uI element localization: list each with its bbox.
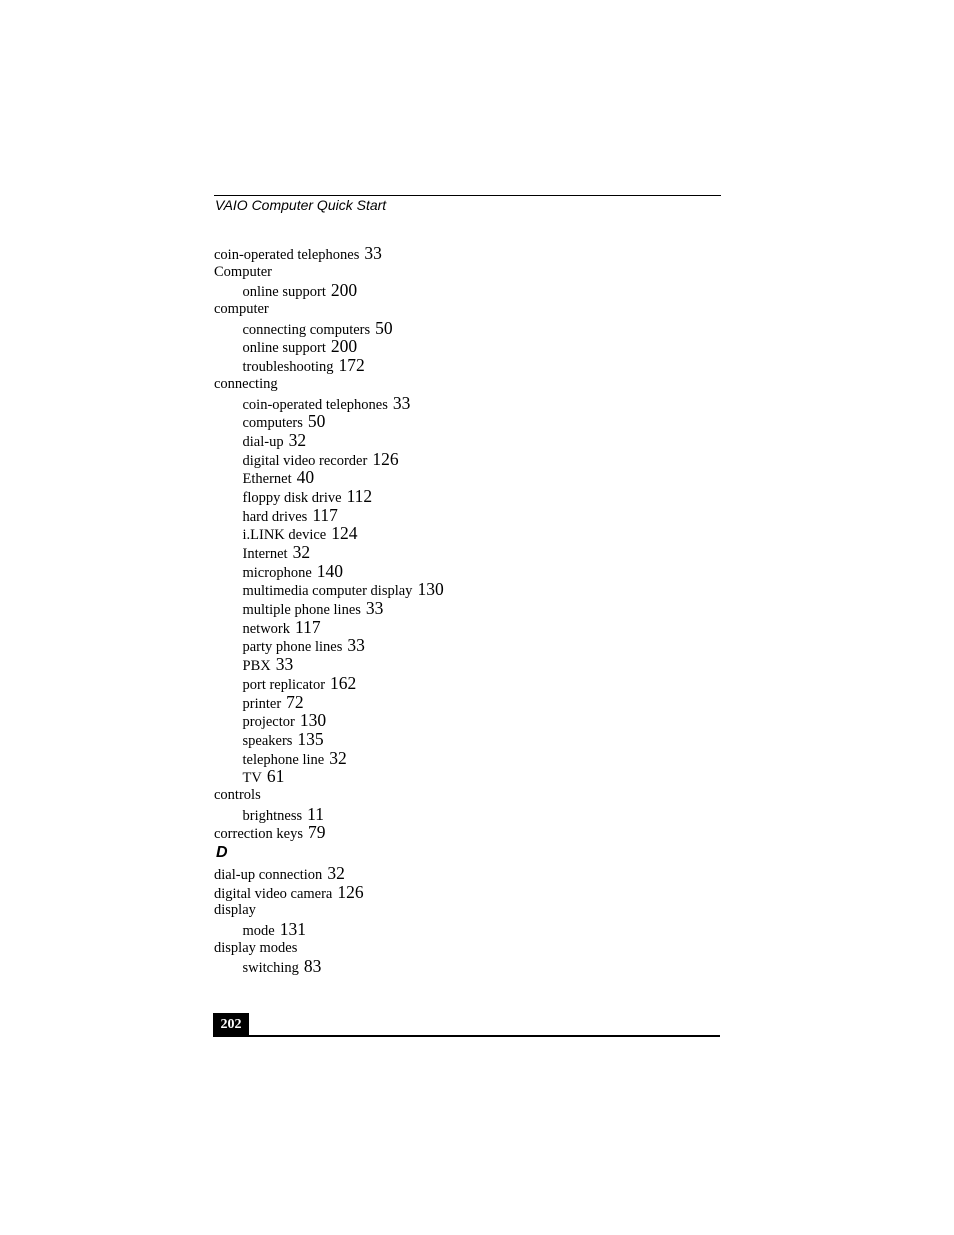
header-rule: [214, 195, 721, 196]
index-subentry: [214, 412, 734, 431]
index-subentry: [214, 805, 734, 824]
index-term: PBX: [242, 658, 271, 675]
index-page-reference[interactable]: 117: [295, 616, 321, 637]
index-entry: [214, 883, 734, 902]
index-list: [214, 244, 734, 976]
index-entry: [214, 300, 734, 319]
index-entry: [214, 786, 734, 805]
index-term: coin-operated telephones: [214, 247, 360, 263]
index-term: mode: [242, 923, 275, 940]
index-subentry: [214, 749, 734, 768]
running-header: VAIO Computer Quick Start: [215, 197, 387, 213]
index-page-reference[interactable]: 33: [347, 635, 365, 656]
index-subentry: [214, 468, 734, 487]
index-subentry: [214, 655, 734, 674]
index-term: hard drives: [242, 508, 308, 525]
index-term: coin-operated telephones: [242, 396, 388, 413]
index-page-reference[interactable]: 50: [375, 317, 393, 338]
index-page-reference[interactable]: 40: [296, 467, 315, 488]
index-subentry: [214, 618, 734, 637]
index-page-reference[interactable]: 112: [346, 485, 373, 506]
index-entry: [214, 901, 734, 920]
index-term: dial-up: [242, 433, 284, 450]
index-term: digital video recorder: [242, 452, 368, 469]
index-term: online support: [242, 340, 326, 357]
index-subentry: [214, 487, 734, 506]
index-entry: [214, 244, 734, 263]
index-term: display: [214, 902, 256, 919]
index-subentry: [214, 674, 734, 693]
index-term: display modes: [214, 939, 298, 956]
index-term: speakers: [242, 732, 293, 749]
index-page-reference[interactable]: 11: [307, 803, 324, 824]
index-term: connecting computers: [242, 321, 371, 338]
index-subentry: [214, 599, 734, 618]
index-term: i.LINK device: [242, 527, 327, 544]
index-term: printer: [242, 695, 282, 712]
page-number: 202: [213, 1013, 249, 1036]
index-page-reference[interactable]: 200: [330, 280, 358, 301]
index-subentry: [214, 337, 734, 356]
index-page-reference[interactable]: 50: [307, 411, 326, 432]
index-subentry: [214, 957, 734, 976]
index-term: multiple phone lines: [242, 602, 361, 619]
footer-rule: [213, 1035, 720, 1037]
index-term: projector: [242, 714, 295, 731]
index-subentry: [214, 356, 734, 375]
index-subentry: [214, 506, 734, 525]
index-term: brightness: [242, 807, 303, 824]
index-page-reference[interactable]: 83: [303, 956, 322, 977]
index-page-reference[interactable]: 124: [331, 523, 358, 544]
index-page-reference[interactable]: 200: [330, 336, 358, 357]
index-subentry: [214, 920, 734, 939]
index-subentry: [214, 693, 734, 712]
index-page-reference[interactable]: 131: [279, 919, 306, 940]
index-term: connecting: [214, 375, 278, 392]
index-page-reference[interactable]: 172: [338, 355, 365, 376]
index-term: port replicator: [242, 676, 326, 693]
index-section-letter: D: [216, 844, 228, 861]
index-page-reference[interactable]: 32: [292, 542, 311, 562]
index-subentry: [214, 562, 734, 581]
index-term: correction keys: [214, 826, 303, 843]
index-subentry: [214, 730, 734, 749]
index-page-reference[interactable]: 33: [275, 654, 294, 675]
index-page-reference[interactable]: 32: [329, 747, 347, 768]
index-page-reference[interactable]: 32: [288, 429, 307, 450]
index-term: computers: [242, 415, 303, 432]
index-term: Ethernet: [242, 471, 292, 488]
index-term: digital video camera: [214, 885, 333, 902]
index-subentry: [214, 319, 734, 338]
index-subentry: [214, 281, 734, 300]
index-term: controls: [214, 786, 261, 803]
index-entry: [214, 864, 734, 883]
index-term: Computer: [214, 263, 272, 280]
index-page-reference[interactable]: 126: [337, 881, 364, 902]
index-term: microphone: [242, 564, 312, 581]
index-term: telephone line: [242, 751, 325, 768]
index-page-reference[interactable]: 162: [330, 672, 357, 693]
index-entry: [214, 375, 734, 394]
index-subentry: [214, 524, 734, 543]
index-term: Internet: [242, 546, 288, 562]
index-subentry: [214, 543, 734, 562]
index-term: computer: [214, 301, 269, 318]
index-subentry: [214, 636, 734, 655]
index-page-reference[interactable]: 135: [297, 728, 324, 749]
index-page-reference[interactable]: 72: [286, 691, 304, 712]
index-page-reference[interactable]: 126: [372, 448, 399, 469]
index-entry: [214, 823, 734, 842]
index-page-reference[interactable]: 140: [316, 560, 344, 581]
index-page-reference[interactable]: 79: [307, 822, 326, 843]
index-term: floppy disk drive: [242, 489, 342, 506]
index-page-reference[interactable]: 130: [417, 579, 444, 600]
index-term: network: [242, 620, 291, 637]
index-subentry: [214, 431, 734, 450]
index-subentry: [214, 711, 734, 730]
index-term: dial-up connection: [214, 867, 323, 883]
index-page-reference[interactable]: 61: [266, 766, 285, 787]
index-term: online support: [242, 284, 326, 301]
index-term: party phone lines: [242, 639, 343, 656]
index-page-reference[interactable]: 130: [299, 710, 327, 731]
index-term: multimedia computer display: [242, 583, 413, 600]
index-subentry: [214, 767, 734, 786]
index-entry: [214, 263, 734, 282]
index-page-reference[interactable]: 33: [364, 243, 382, 263]
index-page-reference[interactable]: 32: [327, 863, 345, 883]
index-subentry: [214, 580, 734, 599]
index-page-reference[interactable]: 33: [365, 598, 384, 619]
index-subentry: [214, 394, 734, 413]
index-entry: [214, 939, 734, 958]
index-page-reference[interactable]: 117: [312, 504, 338, 525]
index-page-reference[interactable]: 33: [392, 392, 411, 413]
index-term: troubleshooting: [242, 359, 334, 376]
index-subentry: [214, 450, 734, 469]
index-term: TV: [242, 770, 262, 787]
index-term: switching: [242, 960, 299, 977]
